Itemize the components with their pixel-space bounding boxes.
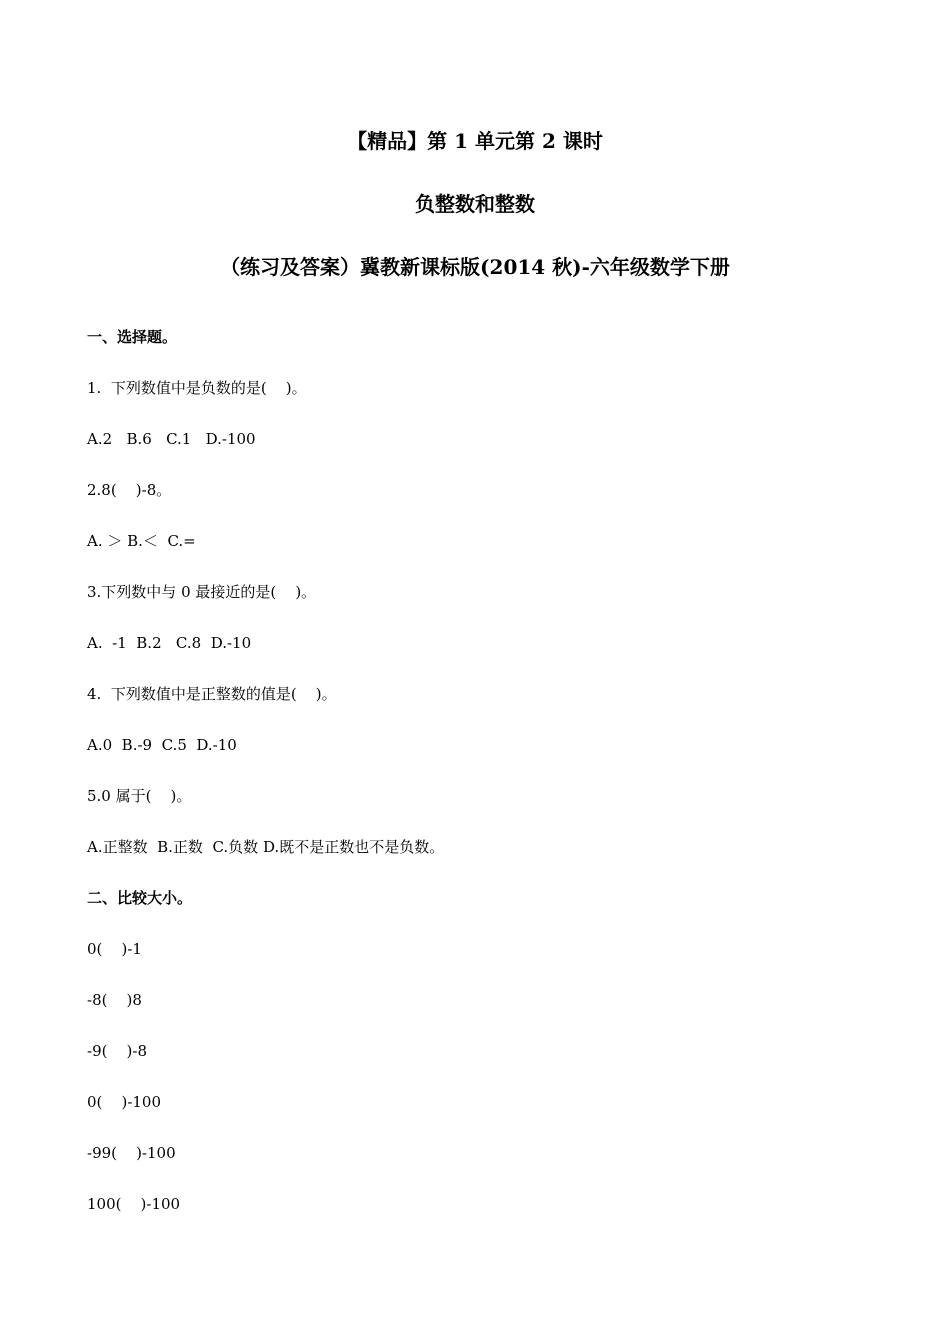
section-heading-compare: 二、比较大小。 bbox=[87, 889, 193, 907]
compare-item: -9( )-8 bbox=[87, 1042, 147, 1060]
compare-item: 100( )-100 bbox=[87, 1195, 181, 1213]
document-edition-line: （练习及答案）冀教新课标版(2014 秋)-六年级数学下册 bbox=[220, 255, 730, 279]
document-title: 【精品】第 1 单元第 2 课时 bbox=[347, 129, 603, 153]
question-4: 4. 下列数值中是正整数的值是( )。 bbox=[87, 685, 337, 703]
compare-item: -99( )-100 bbox=[87, 1144, 176, 1162]
question-5-options: A.正整数 B.正数 C.负数 D.既不是正数也不是负数。 bbox=[87, 838, 445, 856]
question-2-options: A. ＞ B.＜ C.= bbox=[87, 532, 196, 550]
question-3: 3.下列数中与 0 最接近的是( )。 bbox=[87, 583, 317, 601]
question-5: 5.0 属于( )。 bbox=[87, 787, 192, 805]
question-3-options: A. -1 B.2 C.8 D.-10 bbox=[87, 634, 252, 652]
compare-item: -8( )8 bbox=[87, 991, 142, 1009]
compare-item: 0( )-1 bbox=[87, 940, 142, 958]
document-subtitle: 负整数和整数 bbox=[415, 192, 535, 216]
section-heading-choice: 一、选择题。 bbox=[87, 328, 178, 346]
question-4-options: A.0 B.-9 C.5 D.-10 bbox=[87, 736, 237, 754]
question-1: 1. 下列数值中是负数的是( )。 bbox=[87, 379, 307, 397]
compare-item: 0( )-100 bbox=[87, 1093, 162, 1111]
question-2: 2.8( )-8。 bbox=[87, 481, 172, 499]
question-1-options: A.2 B.6 C.1 D.-100 bbox=[87, 430, 256, 448]
